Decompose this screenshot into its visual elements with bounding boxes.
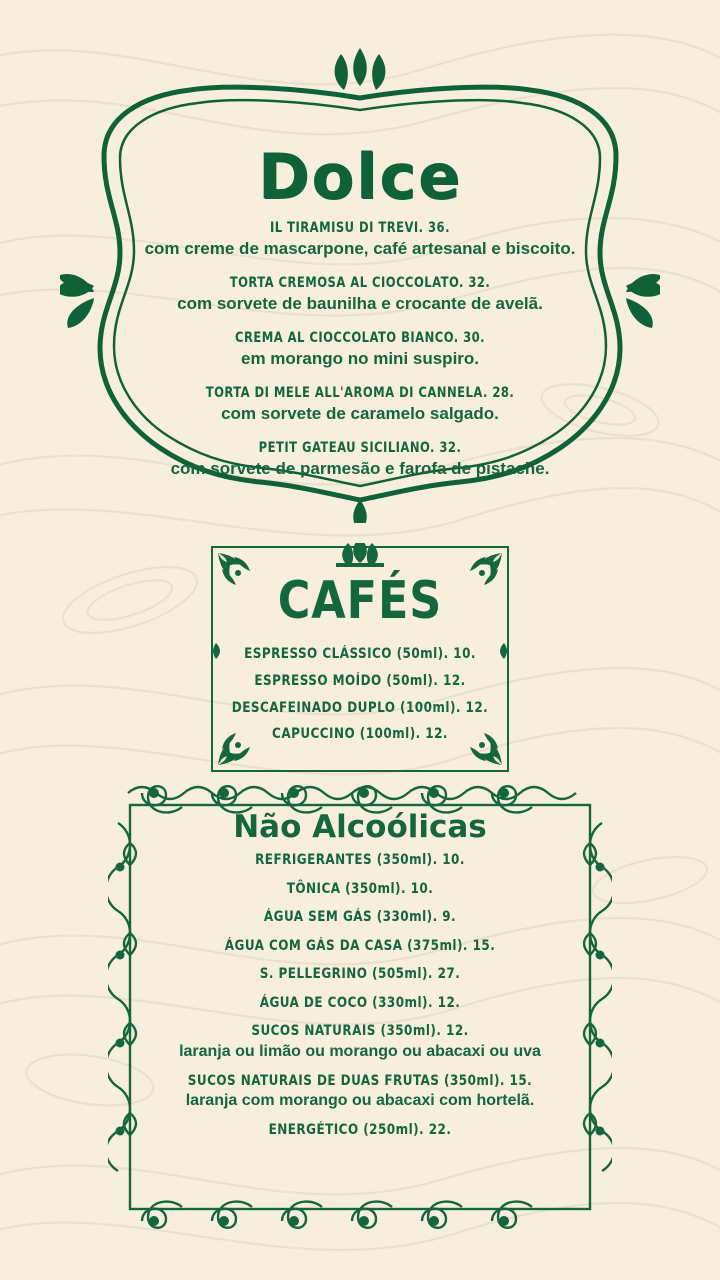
cafes-title: CAFÉS	[277, 571, 443, 631]
item-name: CAPUCCINO (100ml). 12.	[272, 726, 448, 743]
item-description: com sorvete de baunilha e crocante de avelã.	[177, 293, 543, 313]
menu-item	[132, 937, 588, 957]
menu-item	[208, 695, 512, 722]
dolce-title: Dolce	[257, 140, 463, 213]
item-name: CREMA AL CIOCCOLATO BIANCO. 30.	[234, 329, 486, 346]
leaf-crest-right	[626, 274, 660, 328]
menu-item	[90, 219, 630, 260]
menu-item	[132, 965, 588, 985]
leaf-crest-top	[335, 48, 386, 90]
menu-item	[132, 851, 588, 871]
dolce-content	[90, 140, 630, 494]
item-name: TÔNICA (350ml). 10.	[286, 880, 434, 897]
item-name: SUCOS NATURAIS DE DUAS FRUTAS (350ml). 15.	[187, 1072, 533, 1089]
item-name: TORTA CREMOSA AL CIOCCOLATO. 32.	[229, 274, 491, 291]
leaf-crest-bottom	[353, 500, 367, 523]
item-name: ÁGUA SEM GÁS (330ml). 9.	[263, 909, 457, 926]
menu-item	[208, 641, 512, 668]
menu-item	[132, 908, 588, 928]
item-description: com sorvete de parmesão e farofa de pistache.	[170, 458, 550, 478]
item-description: com sorvete de caramelo salgado.	[221, 403, 499, 423]
item-name: ÁGUA DE COCO (330ml). 12.	[259, 994, 461, 1011]
item-name: IL TIRAMISU DI TREVI. 36.	[270, 220, 450, 236]
menu-item	[90, 439, 630, 480]
menu-item	[90, 329, 630, 370]
item-name: DESCAFEINADO DUPLO (100ml). 12.	[231, 699, 489, 716]
item-name: TORTA DI MELE ALL'AROMA DI CANNELA. 28.	[205, 384, 515, 401]
menu-item	[208, 721, 512, 748]
item-name: ÁGUA COM GÁS DA CASA (375ml). 15.	[224, 937, 496, 954]
item-description: laranja ou limão ou morango ou abacaxi ou uva	[179, 1042, 541, 1060]
item-name: PETIT GATEAU SICILIANO. 32.	[258, 439, 462, 456]
item-description: com creme de mascarpone, café artesanal e biscoito.	[144, 238, 576, 258]
menu-item	[90, 274, 630, 315]
leaf-crest-left	[60, 274, 94, 328]
menu-item	[90, 384, 630, 425]
menu-item	[208, 668, 512, 695]
item-name: ENERGÉTICO (250ml). 22.	[268, 1122, 452, 1139]
item-name: S. PELLEGRINO (505ml). 27.	[259, 966, 461, 983]
item-name: ESPRESSO MOÍDO (50ml). 12.	[254, 672, 466, 689]
menu-item	[132, 880, 588, 900]
item-name: REFRIGERANTES (350ml). 10.	[255, 852, 465, 868]
cafes-list	[208, 641, 512, 748]
menu-item	[132, 1121, 588, 1141]
nao-alcoolicas-section	[108, 783, 612, 1231]
item-description: laranja com morango ou abacaxi com hortelã.	[185, 1092, 535, 1110]
nao-alcoolicas-title: Não Alcoólicas	[233, 809, 487, 845]
item-description: em morango no mini suspiro.	[240, 348, 480, 368]
cafes-section	[208, 543, 512, 775]
item-name: ESPRESSO CLÁSSICO (50ml). 10.	[244, 646, 476, 662]
menu-item	[132, 994, 588, 1014]
item-name: SUCOS NATURAIS (350ml). 12.	[251, 1023, 469, 1040]
dolce-section	[60, 48, 660, 523]
